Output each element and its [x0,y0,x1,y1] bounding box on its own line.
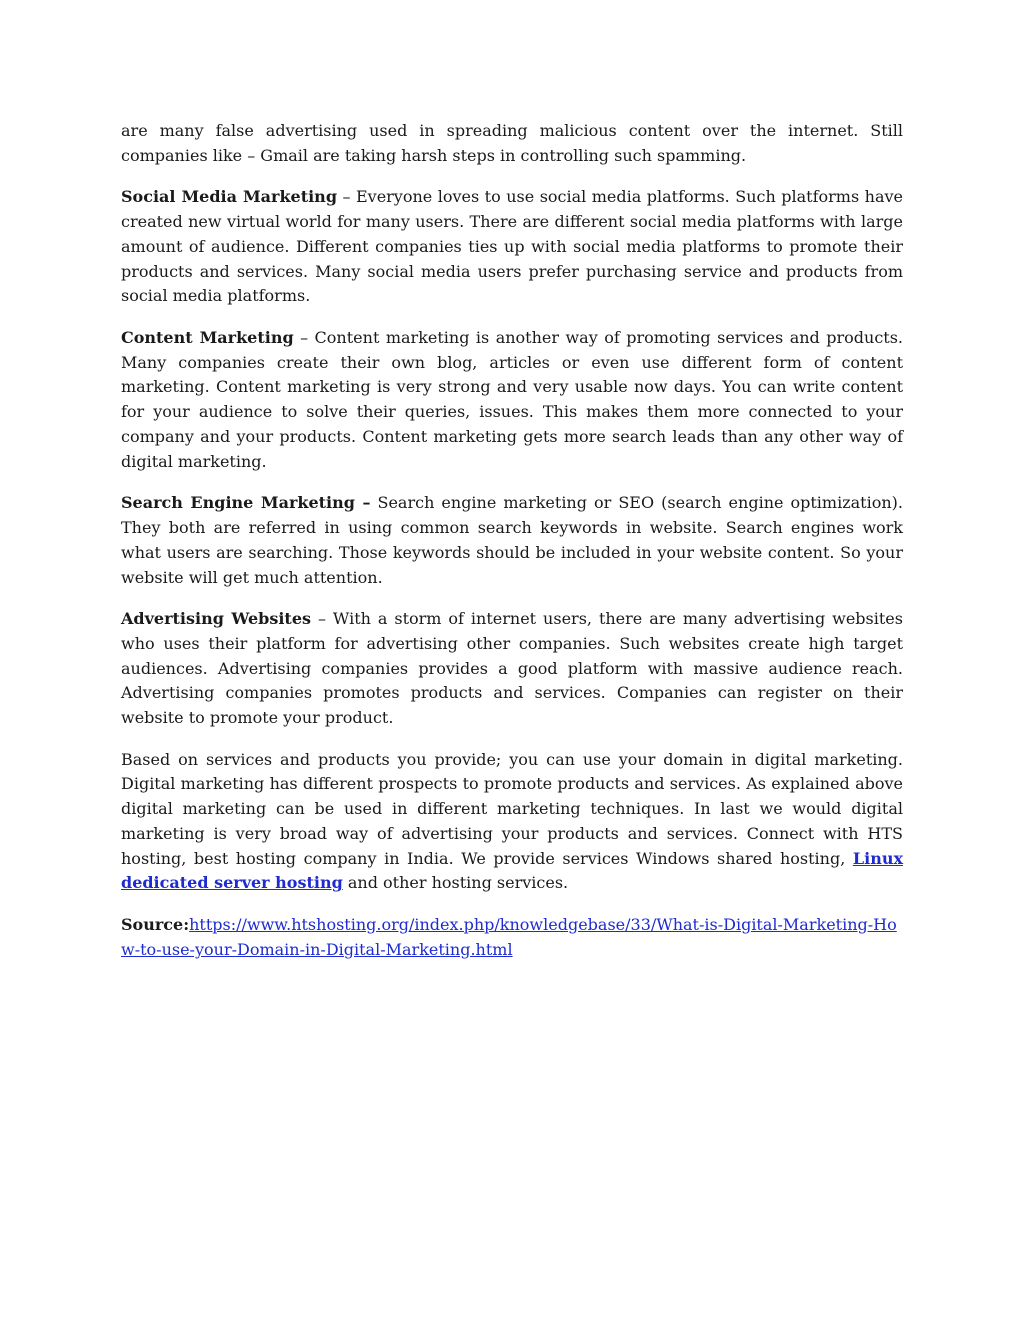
social-media-term: Social Media Marketing [121,187,338,207]
content-marketing-body: – Content marketing is another way of promoting services and products. Many companies create their own blog, articles or even use different form of content marketing. Content marketing is very strong and very usable now days. You can write content for your audience to solve their queries, issues. This makes them more connected to your company and your products. Content marketing gets more search leads than any other way of digital marketing. [121,327,904,471]
conclusion-paragraph [121,748,903,897]
search-engine-paragraph [121,491,903,590]
content-marketing-term: Content Marketing [121,327,294,347]
conclusion-text-after-link: and other hosting services. [342,873,569,893]
search-engine-term: Search Engine Marketing – [121,493,371,513]
advertising-websites-body: – With a storm of internet users, there are many advertising websites who uses their platform for advertising other companies. Such websites create high target audiences. Advertising companies provides a good platform with massive audience reach. Advertising companies promotes products and services. Companies can register on their website to promote your product. [121,608,903,728]
social-media-body: – Everyone loves to use social media platforms. Such platforms have created new virtual world for many users. There are different social media platforms with large amount of audience. Different companies ties up with social media platforms to promote their products and services. Many social media users prefer purchasing service and products from social media platforms. [121,187,904,306]
intro-text: are many false advertising used in spreading malicious content over the internet. Still companies like – Gmail are taking harsh steps in controlling such spamming. [121,121,903,165]
advertising-websites-term: Advertising Websites [121,608,312,628]
source-label: Source: [121,914,190,934]
search-engine-body: Search engine marketing or SEO (search engine optimization). They both are referred in using common search keywords in website. Search engines work what users are searching. Those keywords should be included in your website content. So your website will get much attention. [121,493,903,587]
content-marketing-paragraph [121,326,903,475]
source-paragraph [121,913,903,963]
document-page [121,119,903,979]
intro-paragraph [121,119,903,169]
social-media-paragraph [121,185,903,309]
advertising-websites-paragraph [121,607,903,731]
source-url-link[interactable]: https://www.htshosting.org/index.php/knowledgebase/33/What-is-Digital-Marketing-How-to-use-your-Domain-in-Digital-Marketing.html [121,914,897,959]
conclusion-text-before-link: Based on services and products you provide; you can use your domain in digital marketing. Digital marketing has different prospects to promote products and services. As explained above digital marketing can be used in different marketing techniques. In last we would digital marketing is very broad way of advertising your products and services. Connect with HTS hosting, best hosting company in India. We provide services Windows shared hosting, [121,749,903,868]
linux-dedicated-server-hosting-link[interactable]: Linux dedicated server hosting [121,848,903,893]
